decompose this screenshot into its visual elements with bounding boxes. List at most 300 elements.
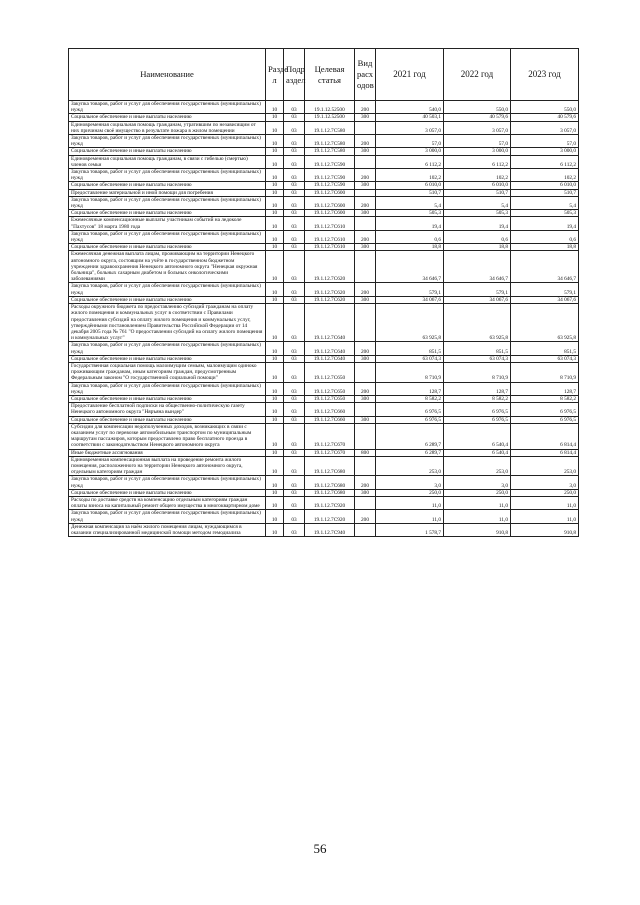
cell-subsection: 03 (284, 189, 305, 196)
cell-section: 10 (266, 196, 284, 209)
cell-subsection: 03 (284, 121, 305, 134)
cell-2023: 63 074,3 (511, 355, 579, 362)
table-row (69, 296, 579, 303)
cell-article: 19.1.12.7С600 (305, 189, 355, 196)
cell-article: 19.1.12.7С920 (305, 496, 355, 509)
table-row (69, 382, 579, 395)
cell-2022: 19,4 (444, 217, 511, 230)
cell-2021: 3 057,0 (376, 121, 444, 134)
cell-kind: 200 (355, 510, 376, 523)
cell-article: 19.1.12.7С610 (305, 244, 355, 251)
cell-2023: 6 976,5 (511, 416, 579, 423)
cell-article: 19.1.12.7С640 (305, 342, 355, 355)
cell-2021: 11,0 (376, 510, 444, 523)
cell-kind: 200 (355, 342, 376, 355)
cell-2021: 510,7 (376, 189, 444, 196)
table-row (69, 416, 579, 423)
cell-section: 10 (266, 523, 284, 536)
cell-kind (355, 217, 376, 230)
cell-2023: 3,0 (511, 476, 579, 489)
cell-2022: 102,2 (444, 169, 511, 182)
cell-subsection: 03 (284, 523, 305, 536)
cell-subsection: 03 (284, 342, 305, 355)
cell-section: 10 (266, 476, 284, 489)
cell-2022: 18,8 (444, 244, 511, 251)
cell-2021: 851,5 (376, 342, 444, 355)
cell-kind: 300 (355, 210, 376, 217)
cell-kind (355, 423, 376, 449)
cell-name: Единовременная социальная помощь гражданам, в связи с гибелью (смертью) членов семьи (69, 155, 266, 168)
cell-kind: 300 (355, 296, 376, 303)
cell-2022: 3 057,0 (444, 121, 511, 134)
cell-name: Закупка товаров, работ и услуг для обеспечения государственных (муниципальных) нужд (69, 382, 266, 395)
cell-article: 19.1.12.7С660 (305, 416, 355, 423)
cell-name: Социальное обеспечение и иные выплаты населению (69, 296, 266, 303)
cell-2021: 6 976,5 (376, 416, 444, 423)
cell-2021: 6 976,5 (376, 403, 444, 416)
cell-section: 10 (266, 456, 284, 476)
table-row (69, 121, 579, 134)
table-row (69, 362, 579, 382)
cell-2021: 3 000,0 (376, 148, 444, 155)
cell-2022: 910,8 (444, 523, 511, 536)
cell-kind: 300 (355, 114, 376, 121)
cell-2021: 63 925,8 (376, 304, 444, 342)
cell-section: 10 (266, 189, 284, 196)
cell-section: 10 (266, 449, 284, 456)
cell-section: 10 (266, 169, 284, 182)
cell-subsection: 03 (284, 355, 305, 362)
cell-kind (355, 251, 376, 283)
cell-2022: 510,7 (444, 189, 511, 196)
cell-article: 19.1.12.7С600 (305, 210, 355, 217)
cell-2023: 34 646,7 (511, 251, 579, 283)
table-row (69, 169, 579, 182)
cell-article: 19.1.12.7С680 (305, 456, 355, 476)
cell-article: 19.1.12.7С670 (305, 423, 355, 449)
cell-2022: 579,1 (444, 283, 511, 296)
cell-subsection: 03 (284, 496, 305, 509)
cell-2022: 505,3 (444, 210, 511, 217)
cell-2022: 128,7 (444, 382, 511, 395)
table-row (69, 230, 579, 243)
cell-section: 10 (266, 423, 284, 449)
cell-name: Ежемесячная денежная выплата лицам, проживающим на территории Ненецкого автономного округа, состоящим на учёте в государственном бюджетном учреждении здравоохранения Ненецкого автономного округа "Ненецкая окружная больница", больных сахарным диабетом и больных онкологическими заболеваниями (69, 251, 266, 283)
cell-2022: 8 582,2 (444, 395, 511, 402)
cell-subsection: 03 (284, 489, 305, 496)
table-row (69, 135, 579, 148)
page-number: 56 (313, 841, 327, 856)
cell-subsection: 03 (284, 283, 305, 296)
cell-name: Закупка товаров, работ и услуг для обеспечения государственных (муниципальных) нужд (69, 196, 266, 209)
cell-article: 19.1.12.7С620 (305, 283, 355, 296)
cell-2021: 63 074,3 (376, 355, 444, 362)
table-row (69, 355, 579, 362)
cell-subsection: 03 (284, 148, 305, 155)
header-kind: Вид расх одов (355, 49, 376, 101)
header-section: Разде л (266, 49, 284, 101)
cell-2023: 8 710,9 (511, 362, 579, 382)
cell-section: 10 (266, 382, 284, 395)
cell-kind: 300 (355, 182, 376, 189)
cell-kind (355, 121, 376, 134)
cell-subsection: 03 (284, 155, 305, 168)
cell-name: Предоставление бесплатной подписки на общественно-политическую газету Ненецкого автономного округа "Няръяна вындер" (69, 403, 266, 416)
cell-subsection: 03 (284, 476, 305, 489)
cell-subsection: 03 (284, 403, 305, 416)
table-row (69, 342, 579, 355)
cell-2022: 11,0 (444, 510, 511, 523)
cell-article: 19.1.12.7С650 (305, 395, 355, 402)
cell-2023: 579,1 (511, 283, 579, 296)
cell-article: 19.1.12.7С600 (305, 196, 355, 209)
cell-2021: 0,6 (376, 230, 444, 243)
cell-subsection: 03 (284, 456, 305, 476)
cell-2022: 550,0 (444, 101, 511, 114)
cell-2022: 11,0 (444, 496, 511, 509)
cell-2023: 19,4 (511, 217, 579, 230)
cell-kind: 200 (355, 230, 376, 243)
cell-section: 10 (266, 395, 284, 402)
cell-name: Единовременная социальная помощь гражданам, утратившим по независящим от них причинам своё имущество в результате пожара в жилом помещении (69, 121, 266, 134)
cell-section: 10 (266, 403, 284, 416)
cell-section: 10 (266, 101, 284, 114)
cell-subsection: 03 (284, 449, 305, 456)
cell-section: 10 (266, 114, 284, 121)
table-row (69, 304, 579, 342)
cell-section: 10 (266, 416, 284, 423)
cell-article: 19.1.12.7С580 (305, 121, 355, 134)
cell-2022: 6 976,5 (444, 403, 511, 416)
cell-name: Закупка товаров, работ и услуг для обеспечения государственных (муниципальных) нужд (69, 169, 266, 182)
table-row (69, 182, 579, 189)
cell-name: Расходы по доставке средств на компенсацию отдельным категориям граждан оплаты взноса на капитальный ремонт общего имущества в многоквартирном доме (69, 496, 266, 509)
header-2022: 2022 год (444, 49, 511, 101)
table-row (69, 251, 579, 283)
cell-kind (355, 456, 376, 476)
cell-2023: 40 579,6 (511, 114, 579, 121)
cell-2021: 18,8 (376, 244, 444, 251)
cell-2022: 6 010,0 (444, 182, 511, 189)
cell-article: 19.1.12.7С610 (305, 217, 355, 230)
header-2023: 2023 год (511, 49, 579, 101)
cell-article: 19.1.12.7С580 (305, 148, 355, 155)
table-row (69, 403, 579, 416)
cell-article: 19.1.12.7С620 (305, 251, 355, 283)
cell-2023: 128,7 (511, 382, 579, 395)
table-row (69, 283, 579, 296)
cell-article: 19.1.12.7С650 (305, 362, 355, 382)
cell-kind (355, 189, 376, 196)
cell-section: 10 (266, 510, 284, 523)
cell-section: 10 (266, 230, 284, 243)
cell-section: 10 (266, 362, 284, 382)
table-row (69, 244, 579, 251)
cell-name: Социальное обеспечение и иные выплаты населению (69, 210, 266, 217)
cell-2022: 63 074,3 (444, 355, 511, 362)
cell-name: Предоставление материальной и иной помощи для погребения (69, 189, 266, 196)
cell-2023: 3 057,0 (511, 121, 579, 134)
cell-2023: 510,7 (511, 189, 579, 196)
cell-section: 10 (266, 251, 284, 283)
cell-kind (355, 403, 376, 416)
cell-subsection: 03 (284, 114, 305, 121)
cell-2021: 540,0 (376, 101, 444, 114)
cell-2022: 250,0 (444, 489, 511, 496)
cell-subsection: 03 (284, 196, 305, 209)
cell-name: Социальное обеспечение и иные выплаты населению (69, 395, 266, 402)
cell-2021: 579,1 (376, 283, 444, 296)
table-row (69, 114, 579, 121)
cell-article: 19.1.12.7С620 (305, 296, 355, 303)
cell-subsection: 03 (284, 296, 305, 303)
cell-name: Ежемесячные компенсационные выплаты участникам событий на ледоколе "Пахтусов" 18 марта 1980 года (69, 217, 266, 230)
cell-2022: 5,4 (444, 196, 511, 209)
cell-subsection: 03 (284, 169, 305, 182)
cell-kind: 800 (355, 449, 376, 456)
table-row (69, 523, 579, 536)
table-row (69, 217, 579, 230)
cell-2022: 6 976,5 (444, 416, 511, 423)
cell-kind: 200 (355, 196, 376, 209)
table-row (69, 210, 579, 217)
cell-section: 10 (266, 244, 284, 251)
cell-section: 10 (266, 304, 284, 342)
cell-2023: 253,0 (511, 456, 579, 476)
table-row (69, 196, 579, 209)
cell-kind: 200 (355, 101, 376, 114)
table-row (69, 449, 579, 456)
cell-subsection: 03 (284, 230, 305, 243)
cell-2023: 34 067,6 (511, 296, 579, 303)
cell-name: Закупка товаров, работ и услуг для обеспечения государственных (муниципальных) нужд (69, 342, 266, 355)
cell-section: 10 (266, 210, 284, 217)
cell-subsection: 03 (284, 304, 305, 342)
cell-section: 10 (266, 296, 284, 303)
cell-2021: 11,0 (376, 496, 444, 509)
cell-2021: 34 067,6 (376, 296, 444, 303)
cell-section: 10 (266, 355, 284, 362)
cell-subsection: 03 (284, 135, 305, 148)
cell-2023: 8 582,2 (511, 395, 579, 402)
cell-kind: 200 (355, 283, 376, 296)
cell-2023: 6 814,4 (511, 449, 579, 456)
cell-section: 10 (266, 135, 284, 148)
header-article: Целевая статья (305, 49, 355, 101)
cell-2022: 3,0 (444, 476, 511, 489)
cell-2022: 57,0 (444, 135, 511, 148)
cell-2021: 57,0 (376, 135, 444, 148)
table-row (69, 155, 579, 168)
cell-section: 10 (266, 217, 284, 230)
cell-2023: 6 976,5 (511, 403, 579, 416)
cell-2023: 57,0 (511, 135, 579, 148)
cell-subsection: 03 (284, 244, 305, 251)
table-row (69, 423, 579, 449)
cell-2023: 0,6 (511, 230, 579, 243)
cell-name: Иные бюджетные ассигнования (69, 449, 266, 456)
cell-2023: 851,5 (511, 342, 579, 355)
cell-2021: 19,4 (376, 217, 444, 230)
cell-kind: 200 (355, 135, 376, 148)
cell-subsection: 03 (284, 416, 305, 423)
cell-2021: 34 646,7 (376, 251, 444, 283)
cell-section: 10 (266, 496, 284, 509)
cell-article: 19.1.12.7С940 (305, 523, 355, 536)
cell-2022: 0,6 (444, 230, 511, 243)
cell-article: 19.1.12.7С670 (305, 449, 355, 456)
cell-2021: 6 289,7 (376, 423, 444, 449)
cell-2021: 253,0 (376, 456, 444, 476)
cell-article: 19.1.12.7С580 (305, 135, 355, 148)
cell-name: Субсидии для компенсации недополученных доходов, возникающих в связи с оказанием услуг по перевозке автомобильным транспортом по муниципальным маршрутам пассажиров, которым предоставлено право бесплатного проезда в соответствии с законодательством Ненецкого автономного округа (69, 423, 266, 449)
cell-section: 10 (266, 182, 284, 189)
cell-kind (355, 523, 376, 536)
cell-subsection: 03 (284, 251, 305, 283)
table-header-row (69, 49, 579, 101)
cell-2023: 250,0 (511, 489, 579, 496)
cell-2023: 6 112,2 (511, 155, 579, 168)
cell-article: 19.1.12.7С590 (305, 182, 355, 189)
cell-article: 19.1.12.52500 (305, 114, 355, 121)
budget-table (68, 48, 579, 537)
cell-subsection: 03 (284, 210, 305, 217)
cell-kind: 300 (355, 355, 376, 362)
cell-section: 10 (266, 342, 284, 355)
cell-kind: 300 (355, 244, 376, 251)
cell-section: 10 (266, 155, 284, 168)
table-row (69, 489, 579, 496)
header-subsection: Подр аздел (284, 49, 305, 101)
table-row (69, 476, 579, 489)
cell-name: Закупка товаров, работ и услуг для обеспечения государственных (муниципальных) нужд (69, 510, 266, 523)
cell-kind: 200 (355, 169, 376, 182)
cell-name: Единовременная компенсационная выплата на проведение ремонта жилого помещения, расположенного на территории Ненецкого автономного округа, отдельным категориям граждан (69, 456, 266, 476)
cell-2021: 3,0 (376, 476, 444, 489)
cell-2021: 505,3 (376, 210, 444, 217)
table-row (69, 101, 579, 114)
cell-2023: 11,0 (511, 510, 579, 523)
table-row (69, 189, 579, 196)
cell-2022: 40 579,6 (444, 114, 511, 121)
cell-section: 10 (266, 148, 284, 155)
table-row (69, 148, 579, 155)
cell-2022: 6 540,4 (444, 423, 511, 449)
cell-name: Закупка товаров, работ и услуг для обеспечения государственных (муниципальных) нужд (69, 283, 266, 296)
cell-2023: 6 814,4 (511, 423, 579, 449)
cell-2021: 6 289,7 (376, 449, 444, 456)
table-body (69, 101, 579, 537)
cell-2022: 6 112,2 (444, 155, 511, 168)
cell-2022: 34 067,6 (444, 296, 511, 303)
header-name: Наименование (69, 49, 266, 101)
cell-section: 10 (266, 489, 284, 496)
cell-kind (355, 155, 376, 168)
cell-article: 19.1.12.7С590 (305, 155, 355, 168)
cell-kind: 200 (355, 476, 376, 489)
cell-2021: 8 710,9 (376, 362, 444, 382)
cell-kind (355, 496, 376, 509)
cell-name: Закупка товаров, работ и услуг для обеспечения государственных (муниципальных) нужд (69, 476, 266, 489)
cell-2021: 5,4 (376, 196, 444, 209)
cell-2023: 6 010,0 (511, 182, 579, 189)
cell-subsection: 03 (284, 182, 305, 189)
cell-2022: 8 710,9 (444, 362, 511, 382)
cell-name: Расходы окружного бюджета по предоставлению субсидий гражданам на оплату жилого помещения и коммунальных услуг в соответствии с Правилами предоставления субсидий на оплату жилого помещения и коммунальных услуг, утверждёнными постановлением Правительства Российской Федерации от 14 декабря 2005 года № 761 "О предоставлении субсидий на оплату жилого помещения и коммунальных услуг" (69, 304, 266, 342)
cell-2021: 102,2 (376, 169, 444, 182)
cell-2023: 910,8 (511, 523, 579, 536)
cell-article: 19.1.12.7С650 (305, 382, 355, 395)
cell-article: 19.1.12.7С680 (305, 476, 355, 489)
cell-kind (355, 362, 376, 382)
cell-name: Социальное обеспечение и иные выплаты населению (69, 416, 266, 423)
cell-article: 19.1.12.7С680 (305, 489, 355, 496)
cell-kind: 300 (355, 148, 376, 155)
cell-name: Социальное обеспечение и иные выплаты населению (69, 489, 266, 496)
cell-article: 19.1.12.7С920 (305, 510, 355, 523)
cell-subsection: 03 (284, 362, 305, 382)
cell-kind: 300 (355, 489, 376, 496)
cell-2023: 11,0 (511, 496, 579, 509)
cell-name: Социальное обеспечение и иные выплаты населению (69, 148, 266, 155)
cell-2021: 250,0 (376, 489, 444, 496)
cell-2021: 8 582,2 (376, 395, 444, 402)
cell-article: 19.1.12.7С590 (305, 169, 355, 182)
cell-article: 19.1.12.7С640 (305, 304, 355, 342)
cell-kind (355, 304, 376, 342)
cell-name: Социальное обеспечение и иные выплаты населению (69, 182, 266, 189)
cell-2023: 63 925,8 (511, 304, 579, 342)
cell-subsection: 03 (284, 510, 305, 523)
cell-article: 19.1.12.7С610 (305, 230, 355, 243)
cell-2021: 6 010,0 (376, 182, 444, 189)
cell-2023: 505,3 (511, 210, 579, 217)
cell-name: Государственная социальная помощь малоимущим семьям, малоимущим одиноко проживающим гражданам, иным категориям граждан, предусмотренным Федеральным законом "О государственной социальной помощи" (69, 362, 266, 382)
cell-name: Социальное обеспечение и иные выплаты населению (69, 355, 266, 362)
cell-kind: 300 (355, 416, 376, 423)
cell-name: Закупка товаров, работ и услуг для обеспечения государственных (муниципальных) нужд (69, 135, 266, 148)
cell-2023: 3 000,0 (511, 148, 579, 155)
cell-2022: 34 646,7 (444, 251, 511, 283)
header-2021: 2021 год (376, 49, 444, 101)
cell-2022: 253,0 (444, 456, 511, 476)
cell-article: 19.1.12.7С640 (305, 355, 355, 362)
cell-subsection: 03 (284, 395, 305, 402)
cell-2022: 851,5 (444, 342, 511, 355)
cell-name: Закупка товаров, работ и услуг для обеспечения государственных (муниципальных) нужд (69, 230, 266, 243)
table-row (69, 510, 579, 523)
cell-name: Социальное обеспечение и иные выплаты населению (69, 244, 266, 251)
cell-subsection: 03 (284, 101, 305, 114)
cell-2023: 550,0 (511, 101, 579, 114)
cell-2022: 3 000,0 (444, 148, 511, 155)
cell-2021: 40 503,1 (376, 114, 444, 121)
cell-2023: 18,8 (511, 244, 579, 251)
cell-2021: 128,7 (376, 382, 444, 395)
cell-section: 10 (266, 283, 284, 296)
cell-2023: 102,2 (511, 169, 579, 182)
cell-subsection: 03 (284, 382, 305, 395)
cell-subsection: 03 (284, 217, 305, 230)
cell-2021: 1 578,7 (376, 523, 444, 536)
table-row (69, 496, 579, 509)
cell-subsection: 03 (284, 423, 305, 449)
cell-2022: 63 925,8 (444, 304, 511, 342)
table-row (69, 456, 579, 476)
cell-name: Закупка товаров, работ и услуг для обеспечения государственных (муниципальных) нужд (69, 101, 266, 114)
cell-2023: 5,4 (511, 196, 579, 209)
cell-kind: 200 (355, 382, 376, 395)
